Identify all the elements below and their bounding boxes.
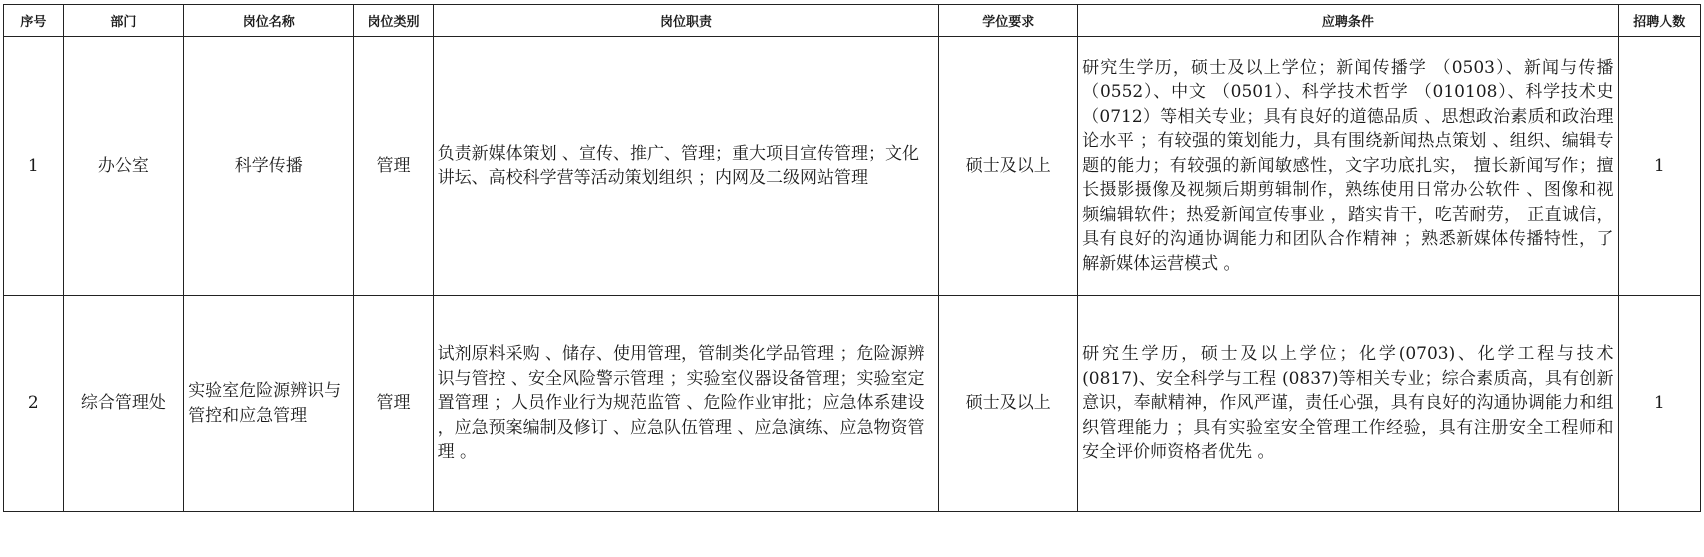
cell-dept: 办公室 xyxy=(63,37,183,296)
header-count: 招聘人数 xyxy=(1618,5,1701,37)
header-duties: 岗位职责 xyxy=(433,5,939,37)
cell-dept: 综合管理处 xyxy=(63,296,183,512)
table-header-row xyxy=(4,5,1701,37)
table-row xyxy=(4,296,1701,512)
header-position-type: 岗位类别 xyxy=(354,5,433,37)
cell-count: 1 xyxy=(1618,37,1701,296)
cell-conditions: 研究生学历，硕士及以上学位；新闻传播学 （0503）、新闻与传播 （0552）、中文 （0501）、科学技术哲学 （010108）、科学技术史 （0712）等相关专业；具有良好的道德品质 、思想政治素质和政治理论水平 ；有较强的策划能力，具有围绕新闻热点策划 、组织、编辑专题的能力；有较强的新闻敏感性，文字功底扎实， 擅长新闻写作；擅长摄影摄像及视频后期剪辑制作，熟练使用日常办公软件 、图像和视频编辑软件；热爱新闻宣传事业 ，踏实肯干，吃苦耐劳， 正直诚信，具有良好的沟通协调能力和团队合作精神 ；熟悉新媒体传播特性，了解新媒体运营模式 。 xyxy=(1078,37,1618,296)
cell-degree: 硕士及以上 xyxy=(939,296,1078,512)
cell-position-name: 实验室危险源辨识与管控和应急管理 xyxy=(184,296,354,512)
cell-conditions: 研究生学历，硕士及以上学位；化学(0703)、化学工程与技术(0817)、安全科学与工程 (0837)等相关专业；综合素质高，具有创新意识，奉献精神，作风严谨，责任心强，具有良好的沟通协调能力和组织管理能力 ；具有实验室安全管理工作经验，具有注册安全工程师和安全评价师资格者优先 。 xyxy=(1078,296,1618,512)
header-position-name: 岗位名称 xyxy=(184,5,354,37)
cell-seq: 2 xyxy=(4,296,64,512)
cell-duties: 负责新媒体策划 、宣传、推广、管理；重大项目宣传管理；文化讲坛、高校科学营等活动策划组织 ；内网及二级网站管理 xyxy=(433,37,939,296)
cell-position-type: 管理 xyxy=(354,296,433,512)
header-dept: 部门 xyxy=(63,5,183,37)
cell-seq: 1 xyxy=(4,37,64,296)
recruitment-table xyxy=(3,4,1701,512)
table-row xyxy=(4,37,1701,296)
cell-degree: 硕士及以上 xyxy=(939,37,1078,296)
header-conditions: 应聘条件 xyxy=(1078,5,1618,37)
cell-count: 1 xyxy=(1618,296,1701,512)
header-degree: 学位要求 xyxy=(939,5,1078,37)
header-seq: 序号 xyxy=(4,5,64,37)
cell-position-type: 管理 xyxy=(354,37,433,296)
cell-duties: 试剂原料采购 、储存、使用管理，管制类化学品管理 ；危险源辨识与管控 、安全风险警示管理 ；实验室仪器设备管理；实验室定置管理 ；人员作业行为规范监管 、危险作业审批；应急体系建设 ，应急预案编制及修订 、应急队伍管理 、应急演练、应急物资管理 。 xyxy=(433,296,939,512)
cell-position-name: 科学传播 xyxy=(184,37,354,296)
